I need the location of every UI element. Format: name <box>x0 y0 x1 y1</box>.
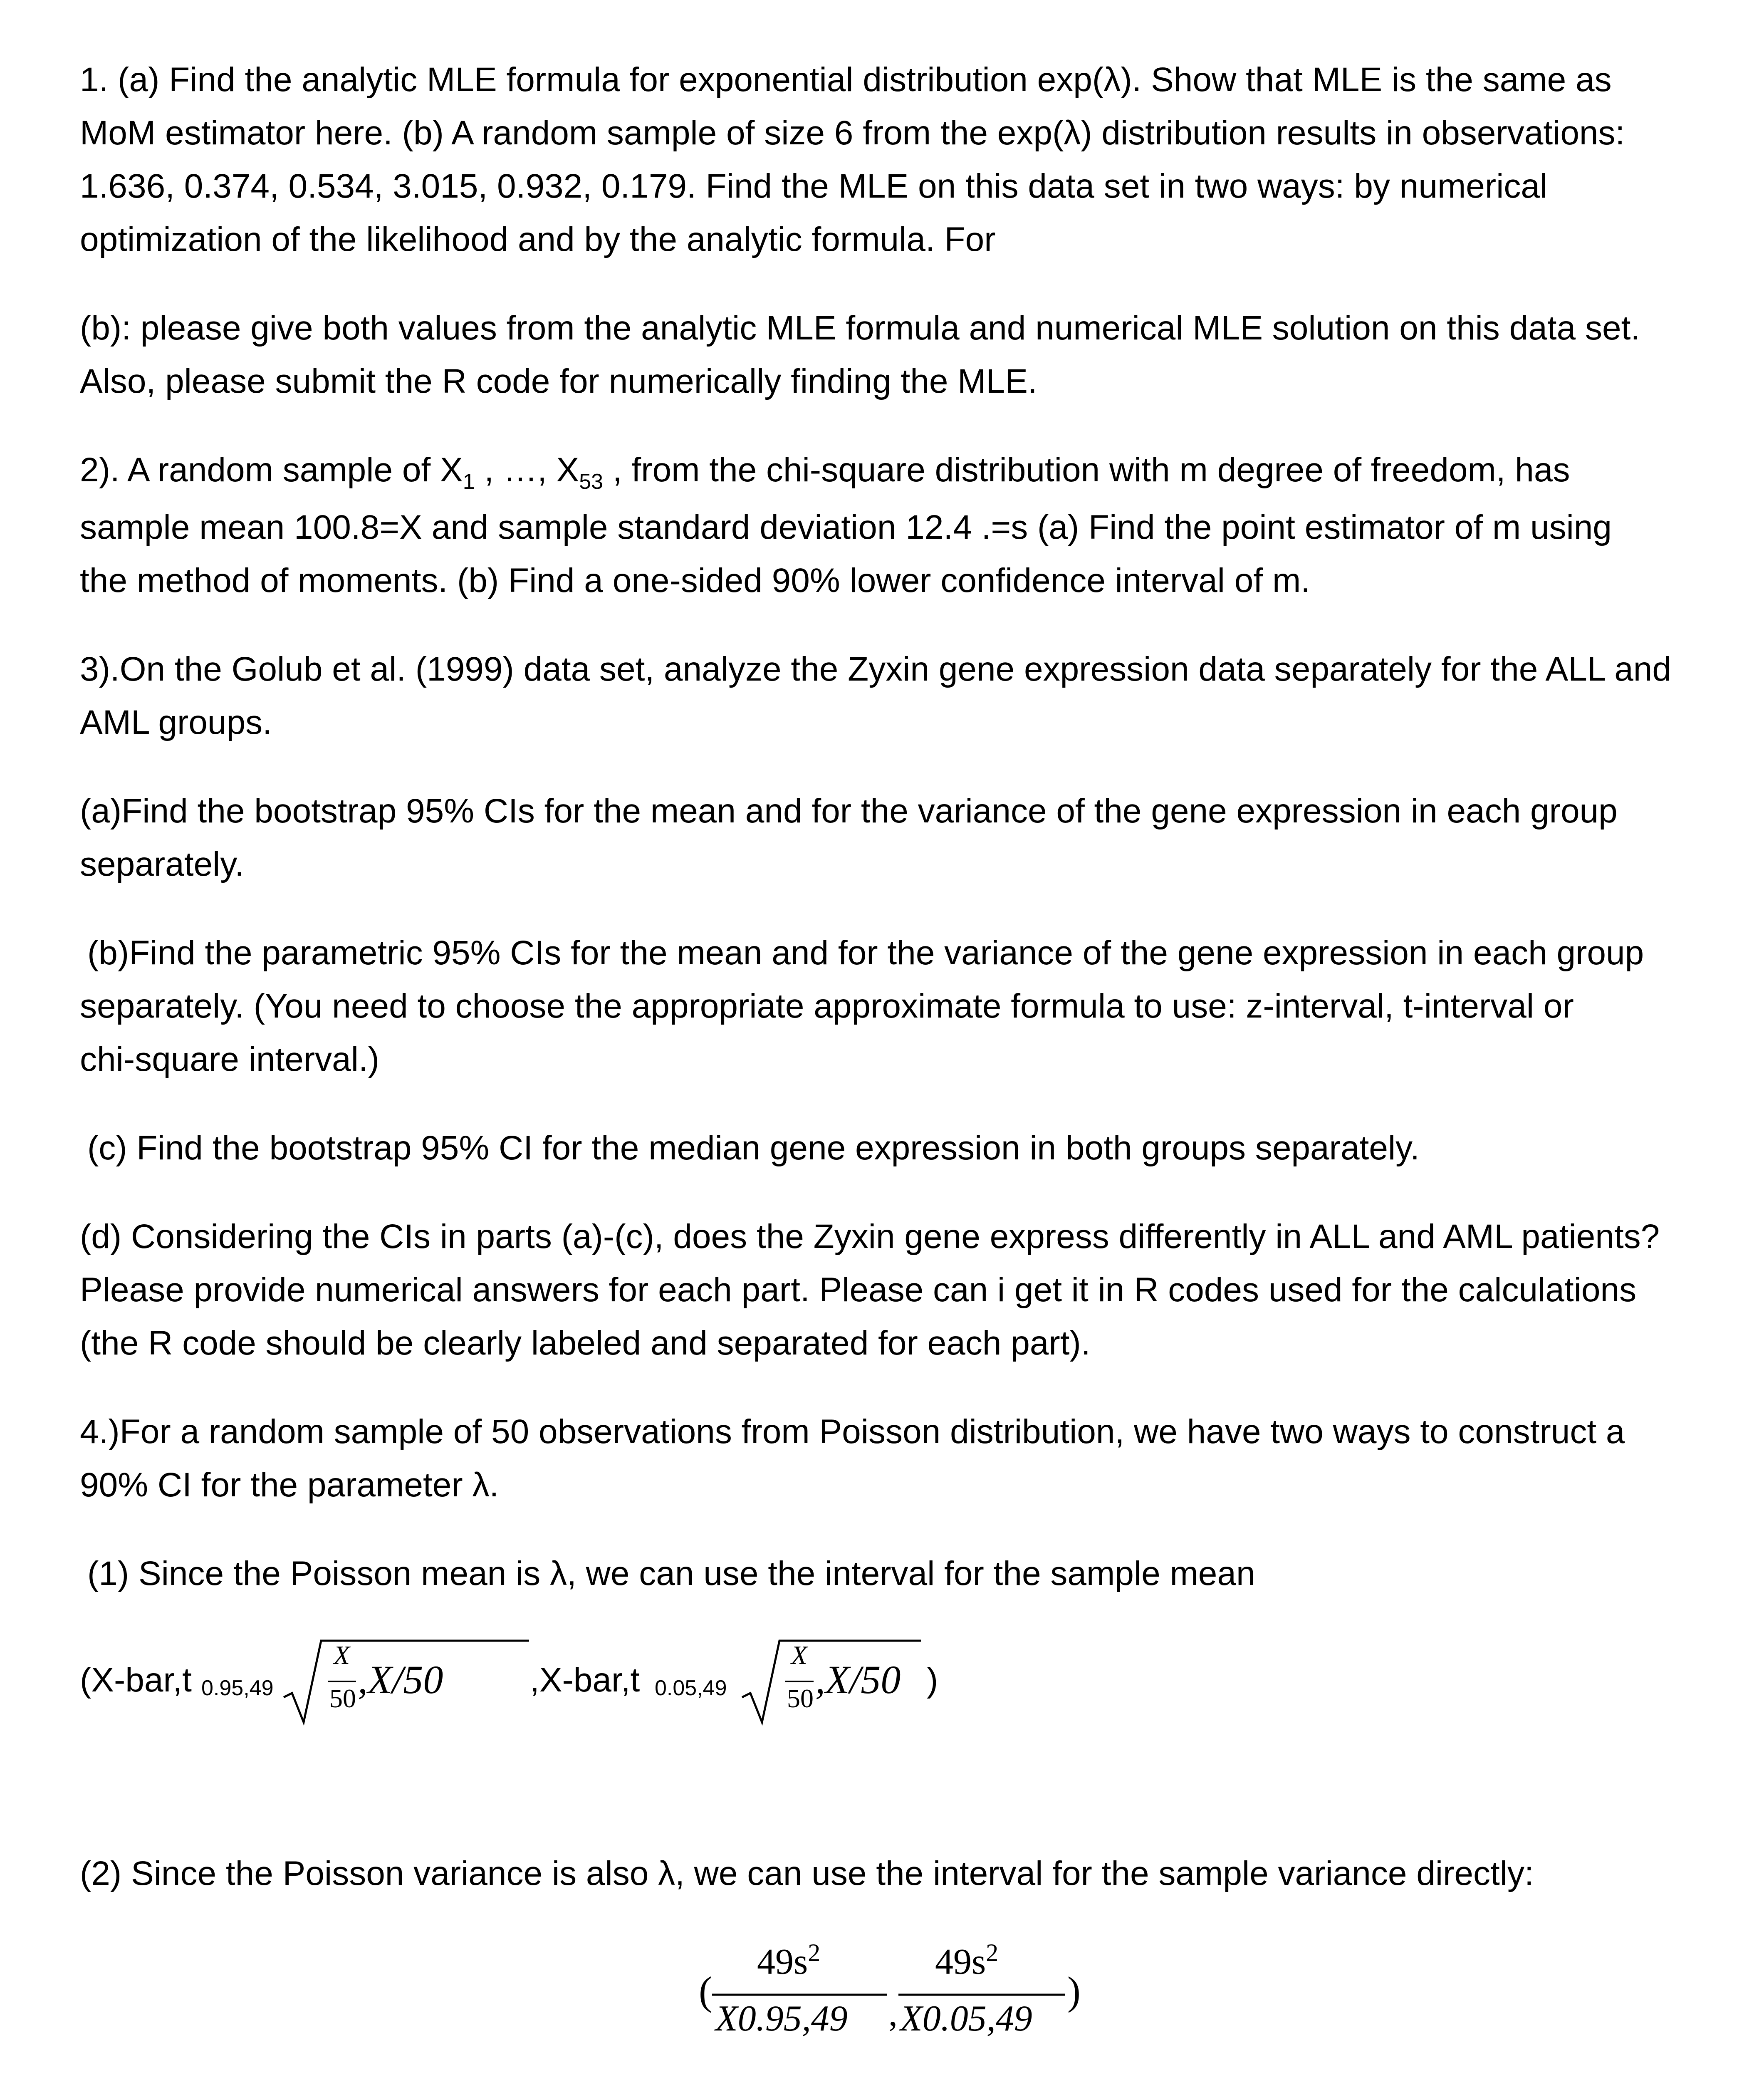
formula2-den-2: X0.05,49 <box>900 1998 1032 2039</box>
question-2 <box>80 443 1694 607</box>
formula2-num-2 <box>935 1939 998 1983</box>
q3-c-line-1: (c) Find the bootstrap 95% CI for the median gene expression in both groups separately. <box>87 1129 1420 1167</box>
formula2-sup-1: 2 <box>808 1939 821 1966</box>
q3-d-line-3: (the R code should be clearly labeled and separated for each part). <box>80 1324 1091 1362</box>
q1-line-1: 1. (a) Find the analytic MLE formula for exponential distribution exp(λ). Show that MLE is the same as <box>80 61 1612 99</box>
question-1 <box>80 53 1694 408</box>
q3-d-line-1: (d) Considering the CIs in parts (a)-(c), does the Zyxin gene express differently in ALL and AML patients? <box>80 1218 1660 1255</box>
formula2-num-1-text: 49s <box>757 1941 808 1982</box>
formula-variance-interval <box>699 1930 1115 2055</box>
question-3 <box>80 643 1694 1370</box>
formula1-end-a: ,X/50 <box>815 1657 901 1702</box>
formula1-sub-a: 0.95,49 <box>201 1676 274 1700</box>
formula1-frac-num-2: X <box>791 1640 808 1670</box>
q3-b-line-3: chi-square interval.) <box>80 1040 380 1078</box>
formula1-sub-b: 0.05,49 <box>655 1676 727 1700</box>
formula1-open: (X-bar,t <box>80 1661 192 1699</box>
q2-line-1-part-b: , …, X <box>475 451 579 489</box>
q2-line-2: sample mean 100.8=X and sample standard deviation 12.4 .=s (a) Find the point estimator of m using <box>80 508 1612 546</box>
q4-part-2: (2) Since the Poisson variance is also λ, we can use the interval for the sample variance directly: <box>80 1855 1534 1892</box>
q3-line-1: 3).On the Golub et al. (1999) data set, analyze the Zyxin gene expression data separately for the ALL and <box>80 650 1672 688</box>
formula1-mid-b: ,X-bar,t <box>530 1661 640 1699</box>
q3-b-line-1: (b)Find the parametric 95% CIs for the mean and for the variance of the gene expression in each group <box>87 934 1644 972</box>
q3-line-2: AML groups. <box>80 703 272 741</box>
q3-d-line-2: Please provide numerical answers for each part. Please can i get it in R codes used for the calculations <box>80 1271 1637 1309</box>
q2-line-1-part-c: , from the chi-square distribution with m degree of freedom, has <box>603 451 1570 489</box>
q2-line-3: the method of moments. (b) Find a one-sided 90% lower confidence interval of m. <box>80 562 1311 599</box>
formula1-frac-den-2: 50 <box>787 1684 814 1713</box>
q3-b-line-2: separately. (You need to choose the appropriate approximate formula to use: z-interval, t-interval or <box>80 987 1574 1025</box>
q1-line-3: 1.636, 0.374, 0.534, 3.015, 0.932, 0.179. Find the MLE on this data set in two ways: by numerical <box>80 167 1548 205</box>
formula2-num-2-text: 49s <box>935 1941 986 1982</box>
q1-line-2: MoM estimator here. (b) A random sample of size 6 from the exp(λ) distribution results in observations: <box>80 114 1625 152</box>
formula2-num-1 <box>757 1939 820 1983</box>
formula1-close: ) <box>927 1661 938 1699</box>
fraction-bar-2 <box>898 1993 1065 1997</box>
formula2-sup-2: 2 <box>986 1939 999 1966</box>
document-page <box>80 53 1694 1600</box>
question-4 <box>80 1405 1694 1600</box>
q3-a-line-2: separately. <box>80 845 245 883</box>
formula1-frac-den: 50 <box>329 1684 356 1713</box>
q2-subscript-53: 53 <box>579 470 604 494</box>
q4-line-1: 4.)For a random sample of 50 observations from Poisson distribution, we have two ways to construct a <box>80 1413 1625 1451</box>
q4-line-2: 90% CI for the parameter λ. <box>80 1466 499 1504</box>
formula1-mid-a: ,X/50 <box>358 1657 443 1702</box>
formula-mean-interval <box>80 1622 1694 1739</box>
formula2-open: ( <box>699 1969 712 2013</box>
q1-b-line-1: (b): please give both values from the analytic MLE formula and numerical MLE solution on this data set. <box>80 309 1640 347</box>
q2-line-1 <box>80 443 1694 501</box>
formula2-comma: , <box>888 1993 898 2034</box>
formula1-frac-num: X <box>334 1640 350 1670</box>
q3-a-line-1: (a)Find the bootstrap 95% CIs for the mean and for the variance of the gene expression in each group <box>80 792 1618 830</box>
formula2-close: ) <box>1067 1969 1081 2013</box>
q1-line-4: optimization of the likelihood and by the analytic formula. For <box>80 220 996 258</box>
q2-line-1-part-a: 2). A random sample of X <box>80 451 463 489</box>
formula2-den-1: X0.95,49 <box>715 1998 848 2039</box>
q1-b-line-2: Also, please submit the R code for numerically finding the MLE. <box>80 362 1037 400</box>
q4-part-1: (1) Since the Poisson mean is λ, we can use the interval for the sample mean <box>87 1555 1255 1592</box>
q2-subscript-1: 1 <box>463 470 475 494</box>
fraction-bar-1 <box>712 1993 887 1997</box>
